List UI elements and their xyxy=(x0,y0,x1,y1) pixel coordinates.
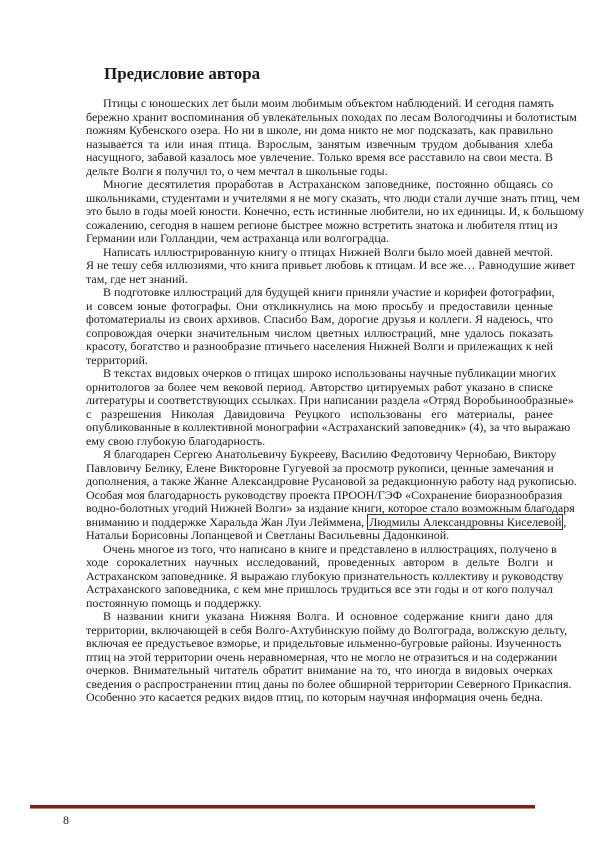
text-line: сопровождая очерки значительным числом цветных иллюстраций, мне удалось показать xyxy=(86,325,553,340)
text-line: Написать иллюстрированную книгу о птицах Нижней Волги было моей давней мечтой. xyxy=(103,244,553,259)
paragraph xyxy=(86,286,553,367)
text-line: это было в годы моей юности. Конечно, есть истинные любители, но их единицы. И, к большому xyxy=(86,204,585,218)
text-line: литературы и соответствующих ссылках. При написании раздела «Отряд Воробьинообразные» xyxy=(86,393,574,407)
text-line: дельте Волги я получил то, о чем мечтал в школьные годы. xyxy=(86,163,388,178)
text-line: включая ее предустьевое взморье, и придельтовые ильменно-бугровые районы. Изученность xyxy=(86,636,562,650)
text-segment: вниманию и поддержке Харальда Жан Луи Лейммена, xyxy=(86,514,368,529)
text-line: Очень многое из того, что написано в книге и представлено в иллюстрациях, получено в xyxy=(103,541,557,556)
text-line: Германии или Голландии, чем астраханца или волгоградца. xyxy=(86,231,390,245)
text-line: В подготовке иллюстраций для будущей книги приняли участие и корифеи фотографии, xyxy=(103,285,555,299)
paragraph xyxy=(86,609,572,705)
text-line: бережно хранит воспоминания об увлекательных походах по лесам Вологодчины и болотистым xyxy=(86,109,577,124)
text-line: сведения о распространении птиц даны по более обширной территории Северного Прикаспия. xyxy=(86,676,572,691)
text-line: водно-болотных угодий Нижней Волги» за издание книги, которое стало возможным благодаря xyxy=(86,501,575,515)
page-title: Предисловие автора xyxy=(104,64,261,83)
text-line: пожням Кубенского озера. Но ни в школе, ни дома никто не мог подсказать, как правильно xyxy=(86,123,553,137)
text-line: территорий. xyxy=(86,352,148,367)
text-line: Астраханского заповедника, с кем мне пришлось трудиться все эти годы и от кого получал xyxy=(86,582,553,596)
text-line: с разрешения Николая Давидовича Реуцкого использованы его материалы, ранее xyxy=(86,406,553,421)
text-line: дополнения, а также Жанне Александровне Русановой за редакционную работу над рукописью. xyxy=(86,474,577,488)
footer-rule xyxy=(30,805,535,809)
text-line: Астраханском заповеднике. Я выражаю глубокую признательность коллективу и руководству xyxy=(86,568,564,583)
text-segment: , xyxy=(563,514,567,529)
text-line: территории, включающей в себя Волго-Ахтубинскую пойму до Волгограда, волжскую дельту, xyxy=(86,622,568,637)
text-line: В текстах видовых очерков о птицах широко использованы научные публикации многих xyxy=(103,366,557,380)
paragraph xyxy=(86,366,574,448)
text-line: школьниками, студентами и учителями я не могу сказать, что люди стали лучше знать птиц, чем xyxy=(86,190,580,205)
text-line: Натальи Борисовны Лопанцевой и Светланы Васильевны Дадонкиной. xyxy=(86,528,450,542)
text-line: Птицы с юношеских лет были моим любимым объектом наблюдений. И сегодня память xyxy=(103,96,554,110)
text-line: и совсем юные фотографы. Они откликнулись на мою просьбу и предоставили ценные xyxy=(86,298,553,313)
text-line: Особая моя благодарность руководству проекта ПРООН/ГЭФ «Сохранение биоразнообразия xyxy=(86,487,563,502)
text-line: сожалению, сегодня в нашем регионе быстрее можно встретить знатока и любителя птиц из xyxy=(86,217,558,232)
text-line: опубликованные в коллективной монографии «Астраханский заповедник» (4), за что выражаю xyxy=(86,420,571,434)
text-line: постоянную помощь и поддержку. xyxy=(86,595,262,610)
text-line: красоту, богатство и разнообразие птичьего населения Нижней Волги и прилежащих к ней xyxy=(86,339,553,353)
text-line: там, где нет знаний. xyxy=(86,271,188,286)
text-line: птиц на этой территории очень неравномерная, что не могло не отразиться и на содержании xyxy=(86,649,558,664)
text-line: Многие десятилетия проработав в Астраханском заповеднике, постоянно общаясь со xyxy=(103,177,553,191)
text-line: ему свою глубокую благодарность. xyxy=(86,433,266,448)
text-line: Павловичу Белику, Елене Викторовне Гугуевой за просмотр рукописи, ценные замечания и xyxy=(86,460,554,475)
paragraph xyxy=(86,447,577,543)
document-body xyxy=(86,96,585,705)
text-line: Особенно это касается редких видов птиц, по которым научная информация очень бедна. xyxy=(86,690,543,704)
text-line: орнитологов за более чем вековой период. Авторство цитируемых работ указано в списке xyxy=(86,379,553,394)
page-number: 8 xyxy=(63,813,69,827)
text-line: фотоматериалы из своих архивов. Спасибо Вам, дорогие друзья и коллеги. Я надеюсь, что xyxy=(86,312,553,326)
text-line: Я благодарен Сергею Анатольевичу Букрееву, Василию Федотовичу Чернобаю, Виктору xyxy=(103,447,557,461)
highlighted-name: Людмилы Александровны Киселевой xyxy=(369,514,562,529)
text-line xyxy=(86,514,567,530)
paragraph xyxy=(86,244,576,287)
text-line: называется та или иная птица. Взрослым, занятым извечным трудом добывания хлеба xyxy=(86,136,553,151)
text-line: Я не тешу себя иллюзиями, что книга привьет любовь к птицам. И все же… Равнодушие живет xyxy=(86,258,576,272)
text-line: очерков. Внимательный читатель обратит внимание на то, что иногда в видовых очерках xyxy=(86,663,553,677)
paragraph xyxy=(86,541,564,611)
text-line: В названии книги указана Нижняя Волга. И основное содержание книги дано для xyxy=(103,609,553,623)
text-line: ходе сорокалетних научных исследований, проведенных автором в дельте Волги и xyxy=(86,555,553,569)
paragraph xyxy=(86,177,585,246)
text-line: насущного, забавой казалось мое увлечение. Только время все расставило на свои места. В xyxy=(86,150,553,164)
paragraph xyxy=(86,96,577,178)
